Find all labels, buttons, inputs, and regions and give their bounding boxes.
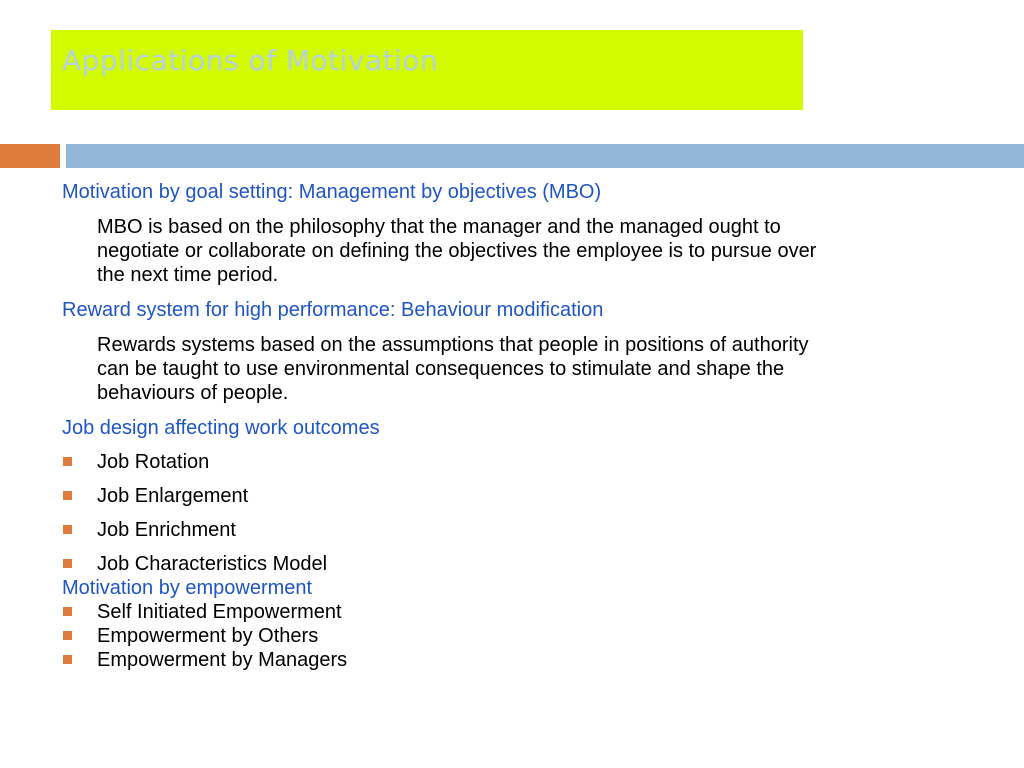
- section-heading-job-design: Job design affecting work outcomes: [62, 417, 380, 439]
- list-item-label: Job Characteristics Model: [97, 553, 328, 575]
- list-item-label: Empowerment by Managers: [97, 649, 348, 671]
- list-item: [62, 624, 842, 648]
- section-heading-reward: Reward system for high performance: Behaviour modification: [62, 299, 604, 321]
- list-item-label: Job Rotation: [97, 451, 210, 473]
- list-item: [62, 518, 842, 542]
- bullet-square-icon: [63, 655, 72, 664]
- bullet-square-icon: [63, 559, 72, 568]
- accent-bar-blue: [66, 144, 1024, 168]
- section-heading-empowerment: Motivation by empowerment: [62, 577, 313, 599]
- bullet-square-icon: [63, 607, 72, 616]
- list-item-label: Job Enlargement: [97, 485, 249, 507]
- list-item: [62, 552, 842, 576]
- list-item: [62, 600, 842, 624]
- slide-content: [62, 180, 842, 672]
- bullet-square-icon: [63, 631, 72, 640]
- list-item-label: Empowerment by Others: [97, 625, 319, 647]
- slide-title: Applications of Motivation: [62, 44, 439, 77]
- list-item: [62, 484, 842, 508]
- section-body-reward: Rewards systems based on the assumptions that people in positions of authority can be taught to use environmental consequences to stimulate and shape the behaviours of people.: [97, 334, 809, 404]
- bullet-square-icon: [63, 525, 72, 534]
- list-item: [62, 450, 842, 474]
- section-body-mbo: MBO is based on the philosophy that the manager and the managed ought to negotiate or collaborate on defining the objectives the employee is to pursue over the next time period.: [97, 216, 817, 286]
- accent-bar-orange: [0, 144, 60, 168]
- list-item: [62, 648, 842, 672]
- list-item-label: Job Enrichment: [97, 519, 236, 541]
- section-heading-mbo: Motivation by goal setting: Management by objectives (MBO): [62, 181, 602, 203]
- bullet-square-icon: [63, 491, 72, 500]
- list-item-label: Self Initiated Empowerment: [97, 601, 342, 623]
- bullet-square-icon: [63, 457, 72, 466]
